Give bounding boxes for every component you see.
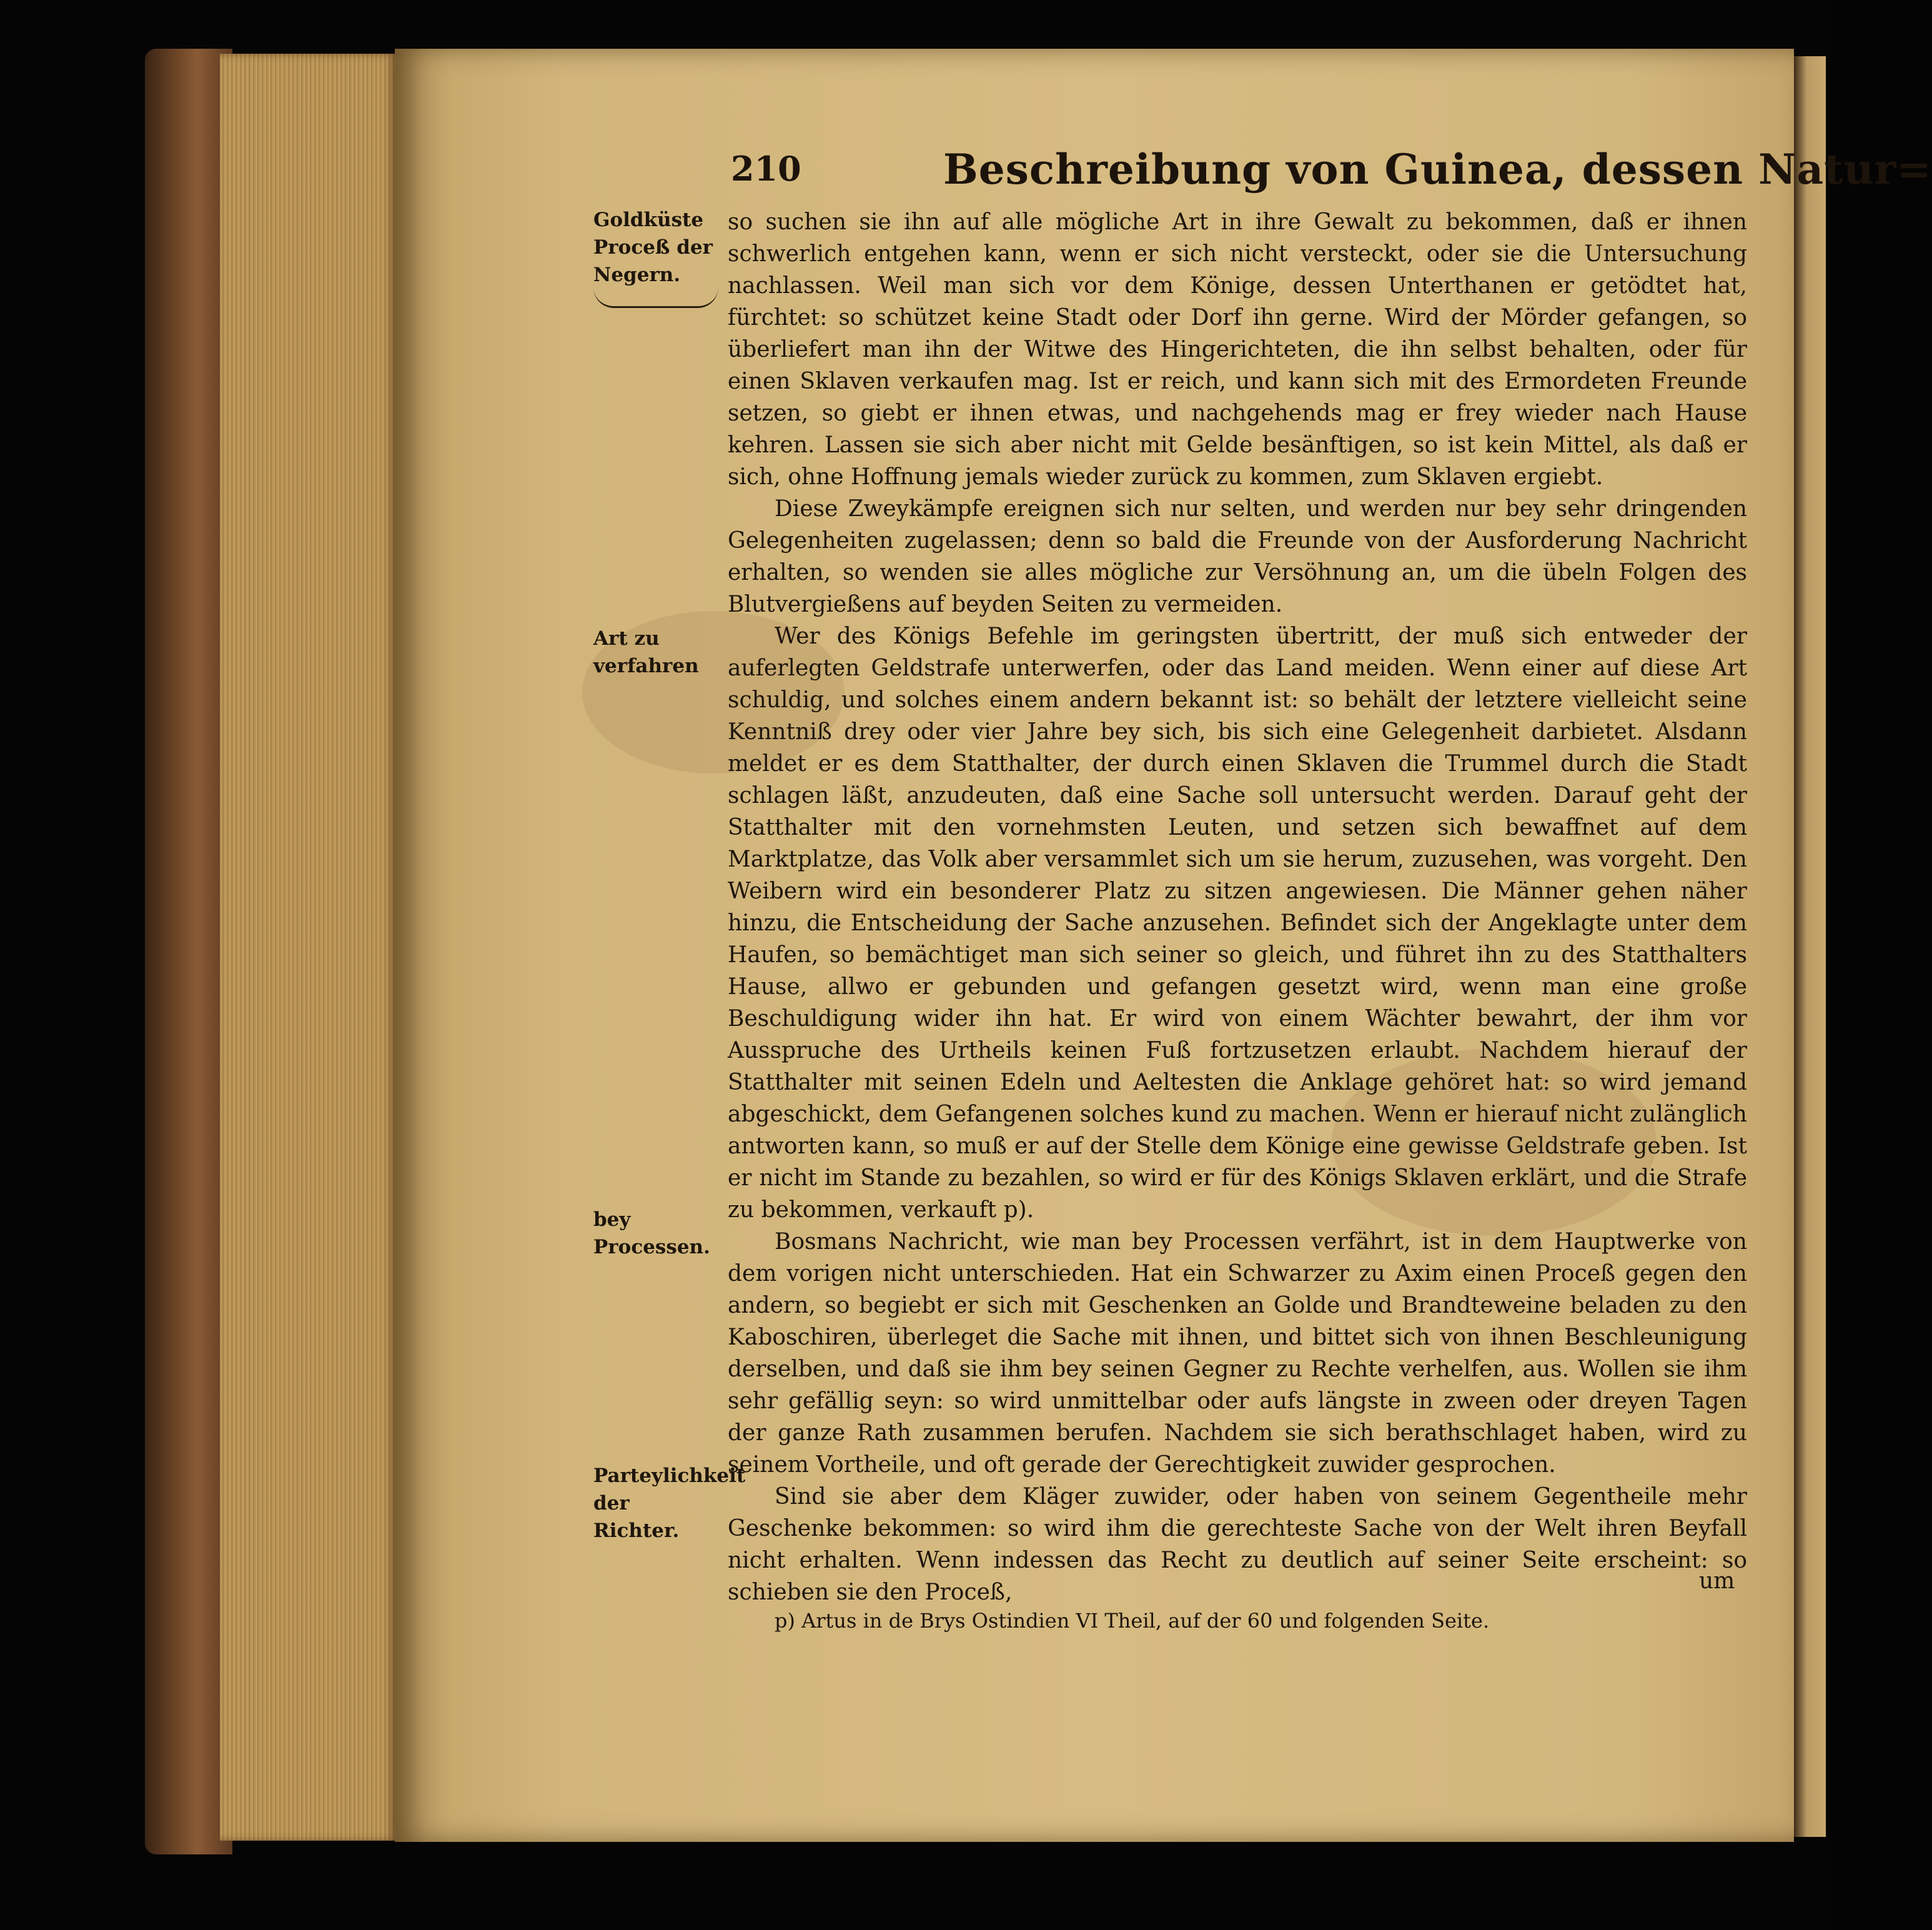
paragraph: Sind sie aber dem Kläger zuwider, oder haben von seinem Gegentheile mehr Geschenke bekommen: so wird ihm die gerechteste Sache von der Welt ihren Beyfall nicht erhalten. Wenn indessen das Recht zu deutlich auf seiner Seite erscheint: so schieben sie den Proceß,: [728, 1484, 1747, 1605]
paragraph: Wer des Königs Befehle im geringsten übertritt, der muß sich entweder der auferlegten Geldstrafe unterwerfen, oder das Land meiden. Wenn einer auf diese Art schuldig, und solches einem andern bekannt ist: so behält der letztere vielleicht seine Kenntniß drey oder vier Jahre bey sich, bis sich eine Gelegenheit darbietet. Alsdann meldet er es dem Statthalter, der durch einen Sklaven die Trummel durch die Stadt schlagen läßt, anzudeuten, daß eine Sache soll untersucht werden. Darauf geht der Statthalter mit den vornehmsten Leuten, und setzen sich bewaffnet auf dem Marktplatze, das Volk aber versammlet sich um sie herum, zuzusehen, was vorgeht. Den Weibern wird ein besonderer Platz zu sitzen angewiesen. Die Männer gehen näher hinzu, die Entscheidung der Sache anzusehen. Befindet sich der Angeklagte unter dem Haufen, so bemächtiget man sich seiner so gleich, und führet ihn zu des Statthalters Hause, allwo er gebunden und gefangen gesetzt wird, wenn man eine große Beschuldigung wider ihn hat. Er wird von einem Wächter bewahrt, der ihm vor Ausspruche des Urtheils keinen Fuß fortzusetzen erlaubt. Nachdem hierauf der Statthalter mit seinen Edeln und Aeltesten die Anklage gehöret hat: so wird jemand abgeschickt, dem Gefangenen solches kund zu machen. Wenn er hierauf nicht zulänglich antworten kann, so muß er auf der Stelle dem Könige eine gewisse Geldstrafe geben. Ist er nicht im Stande zu bezahlen, so wird er für des Königs Sklaven erklärt, und die Strafe zu bekommen, verkauft p).: [728, 624, 1747, 1223]
next-page-edge: [1794, 56, 1826, 1837]
footnote: p) Artus in de Brys Ostindien VI Theil, auf der 60 und folgenden Seite.: [775, 1609, 1490, 1633]
marginal-note: bey Processen.: [593, 1208, 710, 1258]
paragraph: Bosmans Nachricht, wie man bey Processen verfährt, ist in dem Hauptwerke von dem vorigen nicht unterschieden. Hat ein Schwarzer zu Axim einen Proceß gegen den andern, so begiebt er sich mit Geschenken an Golde und Brandteweine beladen zu den Kaboschiren, überleget die Sache mit ihnen, und bittet sich von ihnen Beschleunigung derselben, und daß sie ihm bey seinen Gegner zu Rechte verhelfen, aus. Wollen sie ihm sehr gefällig seyn: so wird unmittelbar oder aufs längste in zween oder dreyen Tagen der ganze Rath zusammen berufen. Nachdem sie sich berathschlaget haben, wird zu seinem Vortheile, und oft gerade der Gerechtigkeit zuwider gesprochen.: [728, 1229, 1747, 1478]
page-header: [731, 145, 1932, 195]
running-title: Beschreibung von Guinea, dessen Natur=: [943, 145, 1932, 194]
book-cover-edge: [145, 49, 232, 1854]
catchword: um: [1699, 1568, 1735, 1594]
page-fore-edge: [220, 54, 396, 1841]
marginal-note: Goldküste Proceß der Negern.: [593, 209, 713, 286]
paragraph: Diese Zweykämpfe ereignen sich nur selten, und werden nur bey sehr dringenden Gelegenheiten zugelassen; denn so bald die Freunde von der Ausforderung Nachricht erhalten, so wenden sie alles mögliche zur Versöhnung an, um die übeln Folgen des Blutvergießens auf beyden Seiten zu vermeiden.: [728, 496, 1747, 617]
paragraph: so suchen sie ihn auf alle mögliche Art in ihre Gewalt zu bekommen, daß er ihnen schwerlich entgehen kann, wenn er sich nicht versteckt, oder sie die Untersuchung nachlassen. Weil man sich vor dem Könige, dessen Unterthanen er getödtet hat, fürchtet: so schützet keine Stadt oder Dorf ihn gerne. Wird der Mörder gefangen, so überliefert man ihn der Witwe des Hingerichteten, die ihn selbst behalten, oder für einen Sklaven verkaufen mag. Ist er reich, und kann sich mit des Ermordeten Freunde setzen, so giebt er ihnen etwas, und nachgehends mag er frey wieder nach Hause kehren. Lassen sie sich aber nicht mit Gelde besänftigen, so ist kein Mittel, als daß er sich, ohne Hoffnung jemals wieder zurück zu kommen, zum Sklaven ergiebt.: [728, 209, 1747, 490]
marginal-note: Parteylichkeit der Richter.: [593, 1465, 746, 1542]
marginal-note: Art zu verfahren: [593, 627, 699, 677]
marginal-brace: [593, 287, 718, 308]
page-number: 210: [731, 149, 801, 189]
body-text: [728, 206, 1747, 1608]
